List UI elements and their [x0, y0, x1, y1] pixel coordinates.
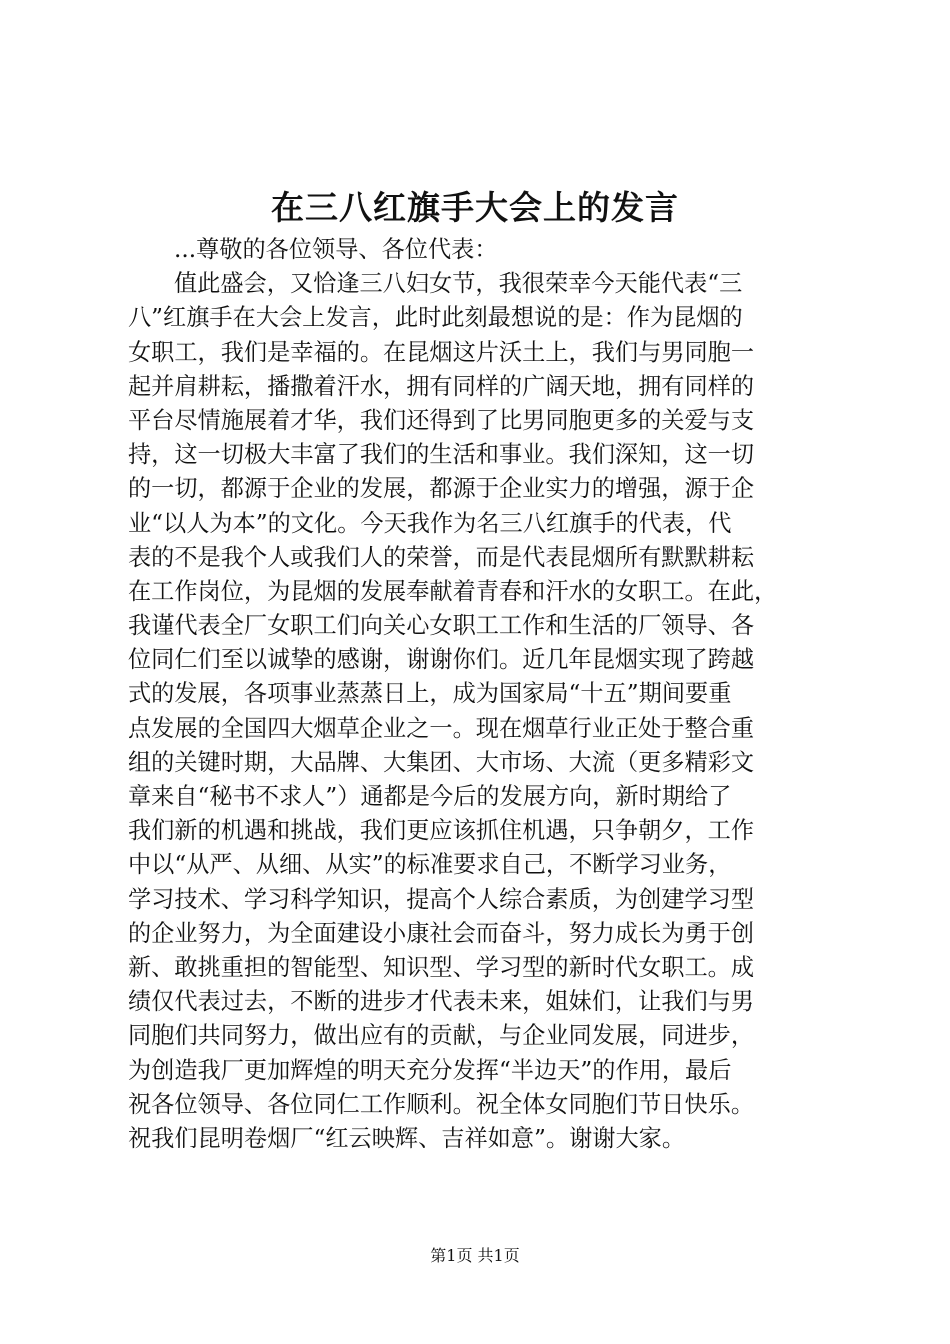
body-line: 祝我们昆明卷烟厂“红云映辉、吉祥如意”。谢谢大家。 — [128, 1124, 686, 1152]
body-line: 点发展的全国四大烟草企业之一。现在烟草行业正处于整合重 — [128, 714, 755, 742]
body-line: 同胞们共同努力，做出应有的贡献，与企业同发展，同进步， — [128, 1022, 755, 1050]
body-line: 新、敢挑重担的智能型、知识型、学习型的新时代女职工。成 — [128, 953, 755, 981]
body-line: 表的不是我个人或我们人的荣誉，而是代表昆烟所有默默耕耘 — [128, 543, 755, 571]
body-line: 为创造我厂更加辉煌的明天充分发挥“半边天”的作用，最后 — [128, 1056, 732, 1084]
body-line: 的一切，都源于企业的发展，都源于企业实力的增强，源于企 — [128, 475, 755, 503]
body-line: 女职工，我们是幸福的。在昆烟这片沃土上，我们与男同胞一 — [128, 338, 755, 366]
body-line: 位同仁们至以诚挚的感谢，谢谢你们。近几年昆烟实现了跨越 — [128, 646, 755, 674]
body-line: 组的关键时期，大品牌、大集团、大市场、大流（更多精彩文 — [128, 748, 755, 776]
page-footer: 第1页 共1页 — [430, 1246, 520, 1265]
body-line: 业“以人为本”的文化。今天我作为名三八红旗手的代表，代 — [128, 509, 732, 537]
body-line: 中以“从严、从细、从实”的标准要求自己，不断学习业务， — [128, 851, 732, 879]
body-line: 式的发展，各项事业蒸蒸日上，成为国家局“十五”期间要重 — [128, 680, 732, 708]
body-line: 祝各位领导、各位同仁工作顺利。祝全体女同胞们节日快乐。 — [128, 1090, 755, 1118]
body-line: 起并肩耕耘，播撒着汗水，拥有同样的广阔天地，拥有同样的 — [128, 372, 755, 400]
body-line: 在工作岗位，为昆烟的发展奉献着青春和汗水的女职工。在此， — [128, 577, 778, 605]
body-line: 值此盛会，又恰逢三八妇女节，我很荣幸今天能代表“三 — [174, 270, 743, 298]
body-line: 章来自“秘书不求人”）通都是今后的发展方向，新时期给了 — [128, 783, 732, 810]
body-line: 八”红旗手在大会上发言，此时此刻最想说的是：作为昆烟的 — [128, 304, 743, 332]
salutation: ...尊敬的各位领导、各位代表： — [174, 236, 498, 263]
body-line: 的企业努力，为全面建设小康社会而奋斗，努力成长为勇于创 — [128, 919, 755, 947]
body-line: 绩仅代表过去，不断的进步才代表未来，姐妹们，让我们与男 — [128, 988, 755, 1016]
body-line: 我谨代表全厂女职工们向关心女职工工作和生活的厂领导、各 — [128, 612, 755, 640]
body-line: 平台尽情施展着才华，我们还得到了比男同胞更多的关爱与支 — [128, 406, 755, 434]
body-line: 学习技术、学习科学知识，提高个人综合素质，为创建学习型 — [128, 885, 755, 913]
body-line: 持，这一切极大丰富了我们的生活和事业。我们深知，这一切 — [128, 441, 755, 469]
document-title: 在三八红旗手大会上的发言 — [271, 188, 679, 227]
body-line: 我们新的机遇和挑战，我们更应该抓住机遇，只争朝夕，工作 — [128, 817, 755, 845]
document-body — [128, 233, 840, 1156]
